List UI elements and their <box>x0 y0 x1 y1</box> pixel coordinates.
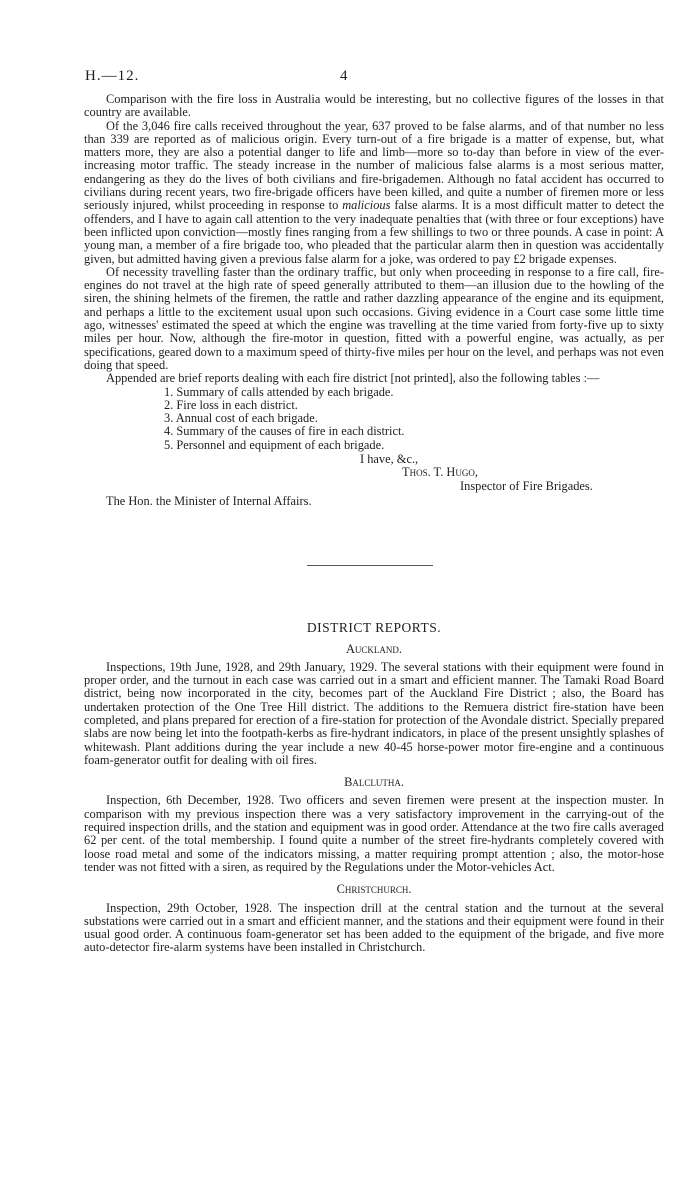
district-reports-title: DISTRICT REPORTS. <box>306 620 442 636</box>
district-text-christchurch: Inspection, 29th October, 1928. The inspection drill at the central station and the turnout at the several substations were carried out in a smart and efficient manner, and the stations and their equipment were found in their usual good order. A continuous foam-generator set has been added to the equipment of the brigade, and five more auto-detector fire-alarm systems have been installed in Christchurch. <box>84 900 664 955</box>
false-alarms-text-part2: false alarms. It is a most difficult matter to detect the offenders, and I have to again call attention to the very inadequate penalties that (with three or four exceptions) have been inflicted upon conviction—mostly fines ranging from a few shillings to two or three pounds. A case in point: A young man, a member of a fire brigade too, who pleaded that the particular alarm then in question was accidentally given, but admitted having given a previous false alarm for a joke, was ordered to pay £2 brigade expenses. <box>84 198 664 266</box>
district-heading-christchurch: Christchurch. <box>336 882 412 897</box>
paragraph-appended: Appended are brief reports dealing with each fire district [not printed], also the following tables :— <box>106 371 600 386</box>
district-heading-auckland: Auckland. <box>345 641 403 656</box>
district-text-balclutha: Inspection, 6th December, 1928. Two officers and seven firemen were present at the inspection muster. In comparison with my previous inspection there was a very satisfactory improvement in the carrying-out of the required inspection drills, and the station and equipment was in good order. Attendance at the two fire calls averaged 62 per cent. of the total membership. I found quite a number of the street fire-hydrants completely covered with loose road metal and some of the indicators missing, a matter requiring prompt attention ; also, the motor-hose tender was not fitted with a siren, as required by the Regulations under the Motor-vehicles Act. <box>84 793 664 874</box>
list-item: 3. Annual cost of each brigade. <box>164 411 318 426</box>
list-item: 4. Summary of the causes of fire in each district. <box>164 424 405 439</box>
document-body <box>84 93 664 955</box>
list-item: 2. Fire loss in each district. <box>164 397 298 412</box>
district-text-auckland: Inspections, 19th June, 1928, and 29th January, 1929. The several stations with their equipment were found in proper order, and the turnout in each case was carried out in a smart and efficient manner. The Tamaki Road Board district, being now incorporated in the city, becomes part of the Auckland Fire District ; also, the Board has undertaken protection of the One Tree Hill district. The additions to the Remuera district fire-station have been completed, and plans prepared for erection of a fire-station for protection of the Avondale district. Specially prepared slabs are now being let into the footpath-kerbs as fire-hydrant indicators, in place of the present unsightly splashes of whitewash. Plant additions during the year include a new 40-45 horse-power motor fire-engine and a continuous foam-generator outfit for dealing with oil fires. <box>84 659 664 767</box>
italic-word: malicious <box>342 198 391 213</box>
false-alarms-text-part1: Of the 3,046 fire calls received throughout the year, 637 proved to be false alarms, and of that number no less than 339 are reported as of malicious origin. Every turn-out of a fire brigade is a matter of expense, but, what matters more, they are also a potential danger to life and limb—more so to-day than before in view of the ever-increasing motor traffic. The steady increase in the number of malicious false alarms is a most serious matter, endangering as they do the lives of both civilians and fire-brigademen. Although no fatal accident has occurred to civilians during recent years, two fire-brigade officers have been killed, and quite a number of firemen more or less seriously injured, whilst proceeding in response to <box>84 118 664 213</box>
paragraph-comparison: Comparison with the fire loss in Australia would be interesting, but no collective figures of the losses in that country are available. <box>84 92 664 120</box>
paragraph-false-alarms <box>84 120 664 266</box>
list-item: 5. Personnel and equipment of each brigade. <box>164 437 385 452</box>
signature-title: Inspector of Fire Brigades. <box>460 478 593 493</box>
addressee: The Hon. the Minister of Internal Affairs. <box>106 493 312 508</box>
tables-list <box>84 386 664 452</box>
document-code: H.—12. <box>85 68 140 84</box>
section-divider <box>307 565 433 566</box>
district-heading-balclutha: Balclutha. <box>344 775 404 790</box>
signature-name: Thos. T. Hugo, <box>402 465 478 480</box>
paragraph-speed: Of necessity travelling faster than the ordinary traffic, but only when proceeding in response to a fire call, fire-engines do not travel at the high rate of speed generally attributed to them—an illusion due to the howling of the siren, the shining helmets of the firemen, the rattle and rather dazzling appearance of the engine and its equipment, and perhaps a little to the excitement usual upon such occasions. Giving evidence in a Court case some little time ago, witnesses' estimated the speed at which the engine was travelling at the time varied from forty-five up to sixty miles per hour. Now, although the fire-motor in question, fitted with a powerful engine, was actually, as per specifications, geared down to a maximum speed of thirty-five miles per hour on the level, and perhaps was not even doing that speed. <box>84 264 664 372</box>
page-header <box>0 68 700 90</box>
signature-closing: I have, &c., <box>360 452 419 467</box>
list-item: 1. Summary of calls attended by each brigade. <box>164 384 394 399</box>
signature-block <box>84 453 664 493</box>
page-number: 4 <box>340 68 348 84</box>
